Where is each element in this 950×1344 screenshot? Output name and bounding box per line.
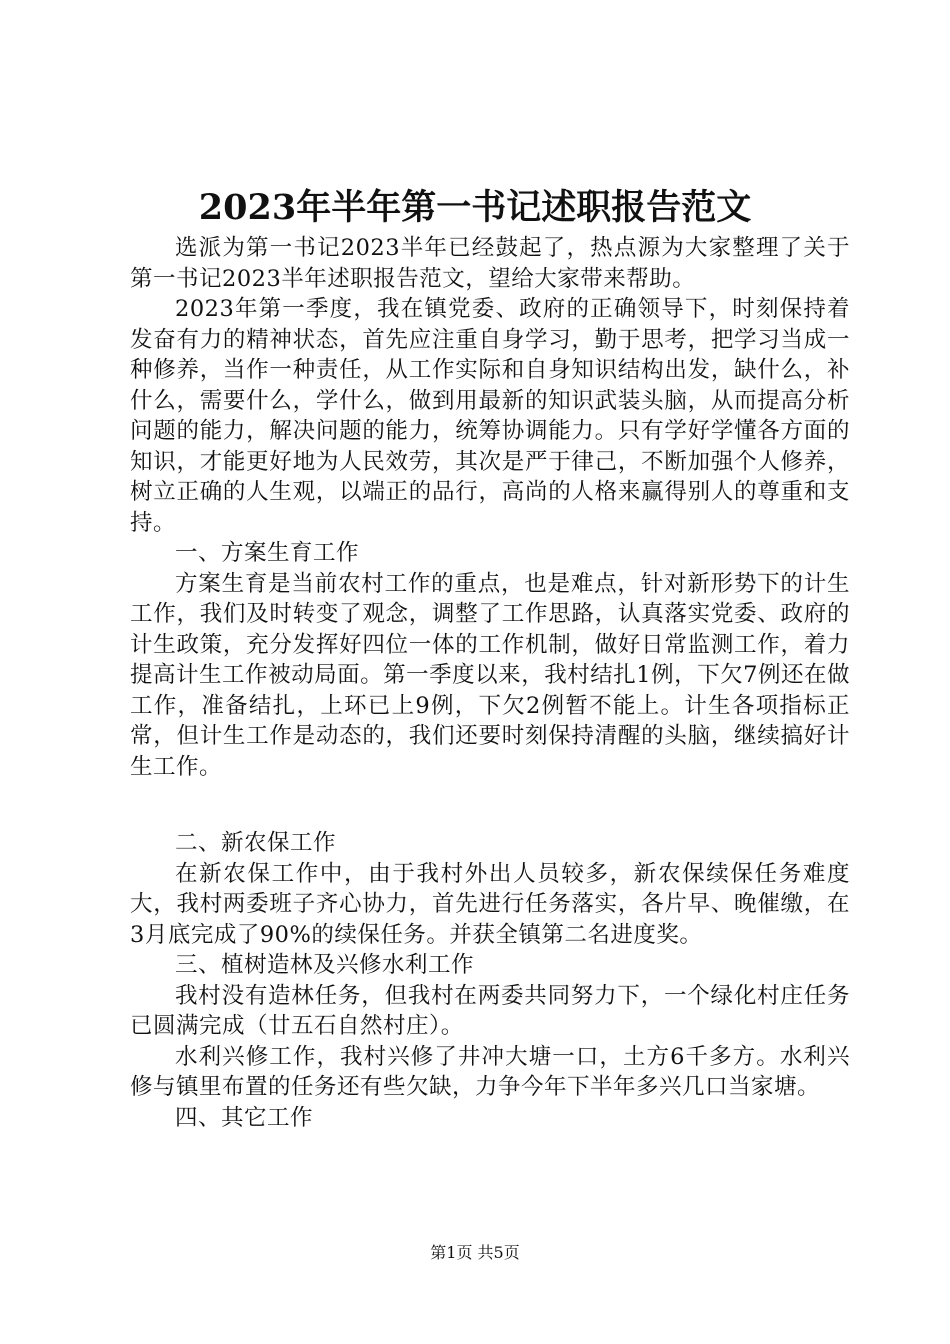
- page-number-footer: 第1页 共5页: [430, 1243, 520, 1262]
- rural-insurance-paragraph: 在新农保工作中，由于我村外出人员较多，新农保续保任务难度大，我村两委班子齐心协力，首先进行任务落实，各片早、晚催缴，在3月底完成了90%的续保任务。并获全镇第二名进度奖。: [130, 860, 850, 948]
- water-conservancy-paragraph: 水利兴修工作，我村兴修了井冲大塘一口，土方6千多方。水利兴修与镇里布置的任务还有些欠缺，力争今年下半年多兴几口当家塘。: [130, 1043, 850, 1100]
- section-heading-afforestation: 三、植树造林及兴修水利工作: [175, 952, 475, 978]
- paragraph-spacer: [130, 782, 850, 828]
- document-title: 2023年半年第一书记述职报告范文: [198, 187, 752, 228]
- section-heading-other-work: 四、其它工作: [175, 1104, 314, 1131]
- section-heading-rural-insurance: 二、新农保工作: [175, 830, 337, 856]
- section-heading-family-planning: 一、方案生育工作: [175, 540, 360, 566]
- family-planning-paragraph: 方案生育是当前农村工作的重点，也是难点，针对新形势下的计生工作，我们及时转变了观念，调整了工作思路，认真落实党委、政府的计生政策，充分发挥好四位一体的工作机制，做好日常监测工作，着力提高计生工作被动局面。第一季度以来，我村结扎1例，下欠7例还在做工作，准备结扎，上环已上9例，下欠2例暂不能上。计生各项指标正常，但计生工作是动态的，我们还要时刻保持清醒的头脑，继续搞好计生工作。: [130, 570, 850, 780]
- afforestation-paragraph: 我村没有造林任务，但我村在两委共同努力下，一个绿化村庄任务已圆满完成（廿五石自然村庄）。: [130, 982, 850, 1039]
- intro-paragraph: 选派为第一书记2023半年已经鼓起了，热点源为大家整理了关于第一书记2023半年述职报告范文，望给大家带来帮助。: [130, 235, 850, 292]
- document-body: [130, 233, 850, 1133]
- quarter-summary-paragraph: 2023年第一季度，我在镇党委、政府的正确领导下，时刻保持着发奋有力的精神状态，首先应注重自身学习，勤于思考，把学习当成一种修养，当作一种责任，从工作实际和自身知识结构出发，缺什么，补什么，需要什么，学什么，做到用最新的知识武装头脑，从而提高分析问题的能力，解决问题的能力，统筹协调能力。只有学好学懂各方面的知识，才能更好地为人民效劳，其次是严于律己，不断加强个人修养，树立正确的人生观，以端正的品行，高尚的人格来赢得别人的尊重和支持。: [130, 296, 850, 536]
